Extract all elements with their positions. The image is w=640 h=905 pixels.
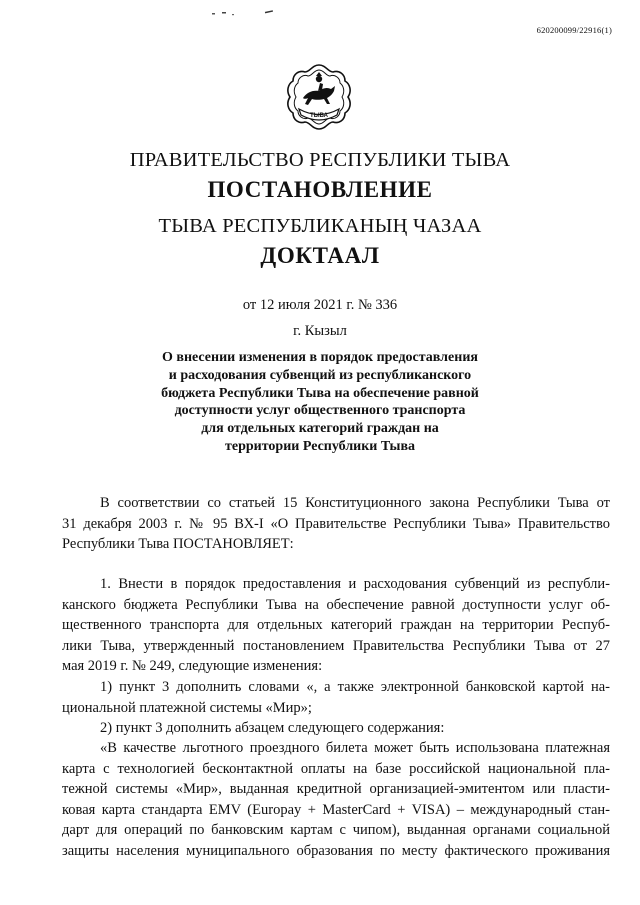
title-line: О внесении изменения в порядок предоставления — [162, 350, 478, 365]
government-name-tyv: ТЫВА РЕСПУБЛИКАНЫҢ ЧАЗАА — [158, 215, 482, 237]
paragraph-line: 1. Внести в порядок предоставления и расходования субвенций из республи- — [100, 576, 610, 592]
paragraph-line: 31 декабря 2003 г. № 95 ВХ-I «О Правительстве Республики Тыва» Правительство — [62, 515, 610, 532]
document-date-number: от 12 июля 2021 г. № 336 — [242, 297, 398, 313]
paragraph-line: щественного транспорта для отдельных категорий граждан на территории Респуб- — [62, 617, 610, 634]
paragraph-line: «В качестве льготного проездного билета может быть использована платежная — [100, 740, 610, 756]
paragraph-line: Республики Тыва ПОСТАНОВЛЯЕТ: — [62, 536, 294, 553]
paragraph-line: циональной платежной системы «Мир»; — [62, 699, 312, 716]
emblem-inscription: ТЫВА — [310, 113, 328, 119]
title-line: и расходования субвенций из республиканского — [168, 367, 472, 383]
paragraph-line: В соответствии со статьей 15 Конституционного закона Республики Тыва от — [100, 495, 610, 511]
paragraph-line: дарт для операций по банковским картам с чипом), выданная органами социальной — [62, 822, 610, 839]
paragraph-line: мая 2019 г. № 249, следующие изменения: — [62, 658, 323, 675]
item-1-paragraph — [62, 574, 610, 677]
preamble-paragraph — [62, 493, 610, 555]
paragraph-line: защиты населения муниципального образования по месту фактического проживания — [62, 842, 610, 859]
scan-artifact-marks — [210, 8, 290, 18]
paragraph-line: лики Тыва, утвержденный постановлением Правительства Республики Тыва от 27 — [62, 637, 610, 654]
title-line: доступности услуг общественного транспорта — [174, 403, 466, 419]
paragraph-line: ковая карта стандарта EMV (Europay + MasterCard + VISA) – международный стан- — [62, 801, 610, 818]
coat-of-arms-icon — [283, 62, 355, 132]
paragraph-line: канского бюджета Республики Тыва на обеспечение равной доступности услуг об- — [62, 596, 610, 613]
subitem-1-paragraph — [62, 677, 610, 718]
quoted-paragraph — [62, 738, 610, 862]
title-line: для отдельных категорий граждан на — [201, 421, 439, 437]
document-code: 620200099/22916(1) — [536, 25, 612, 35]
paragraph-line: 2) пункт 3 дополнить абзацем следующего содержания: — [100, 720, 445, 736]
government-name-ru: ПРАВИТЕЛЬСТВО РЕСПУБЛИКИ ТЫВА — [129, 149, 511, 171]
document-title — [130, 349, 510, 456]
document-type-ru: ПОСТАНОВЛЕНИЕ — [207, 177, 433, 202]
paragraph-line: карта с технологией бесконтактной оплаты на базе российской национальной пла- — [62, 760, 610, 777]
subitem-2-paragraph — [62, 718, 610, 739]
paragraph-line: 1) пункт 3 дополнить словами «, а также электронной банковской картой на- — [100, 679, 610, 695]
document-city: г. Кызыл — [293, 323, 347, 339]
document-type-tyv: ДОКТААЛ — [260, 243, 380, 268]
title-line: бюджета Республики Тыва на обеспечение равной — [161, 385, 479, 401]
paragraph-line: тежной системы «Мир», выданная кредитной организацией-эмитентом или пласти- — [62, 781, 610, 798]
title-line: территории Республики Тыва — [224, 438, 416, 454]
